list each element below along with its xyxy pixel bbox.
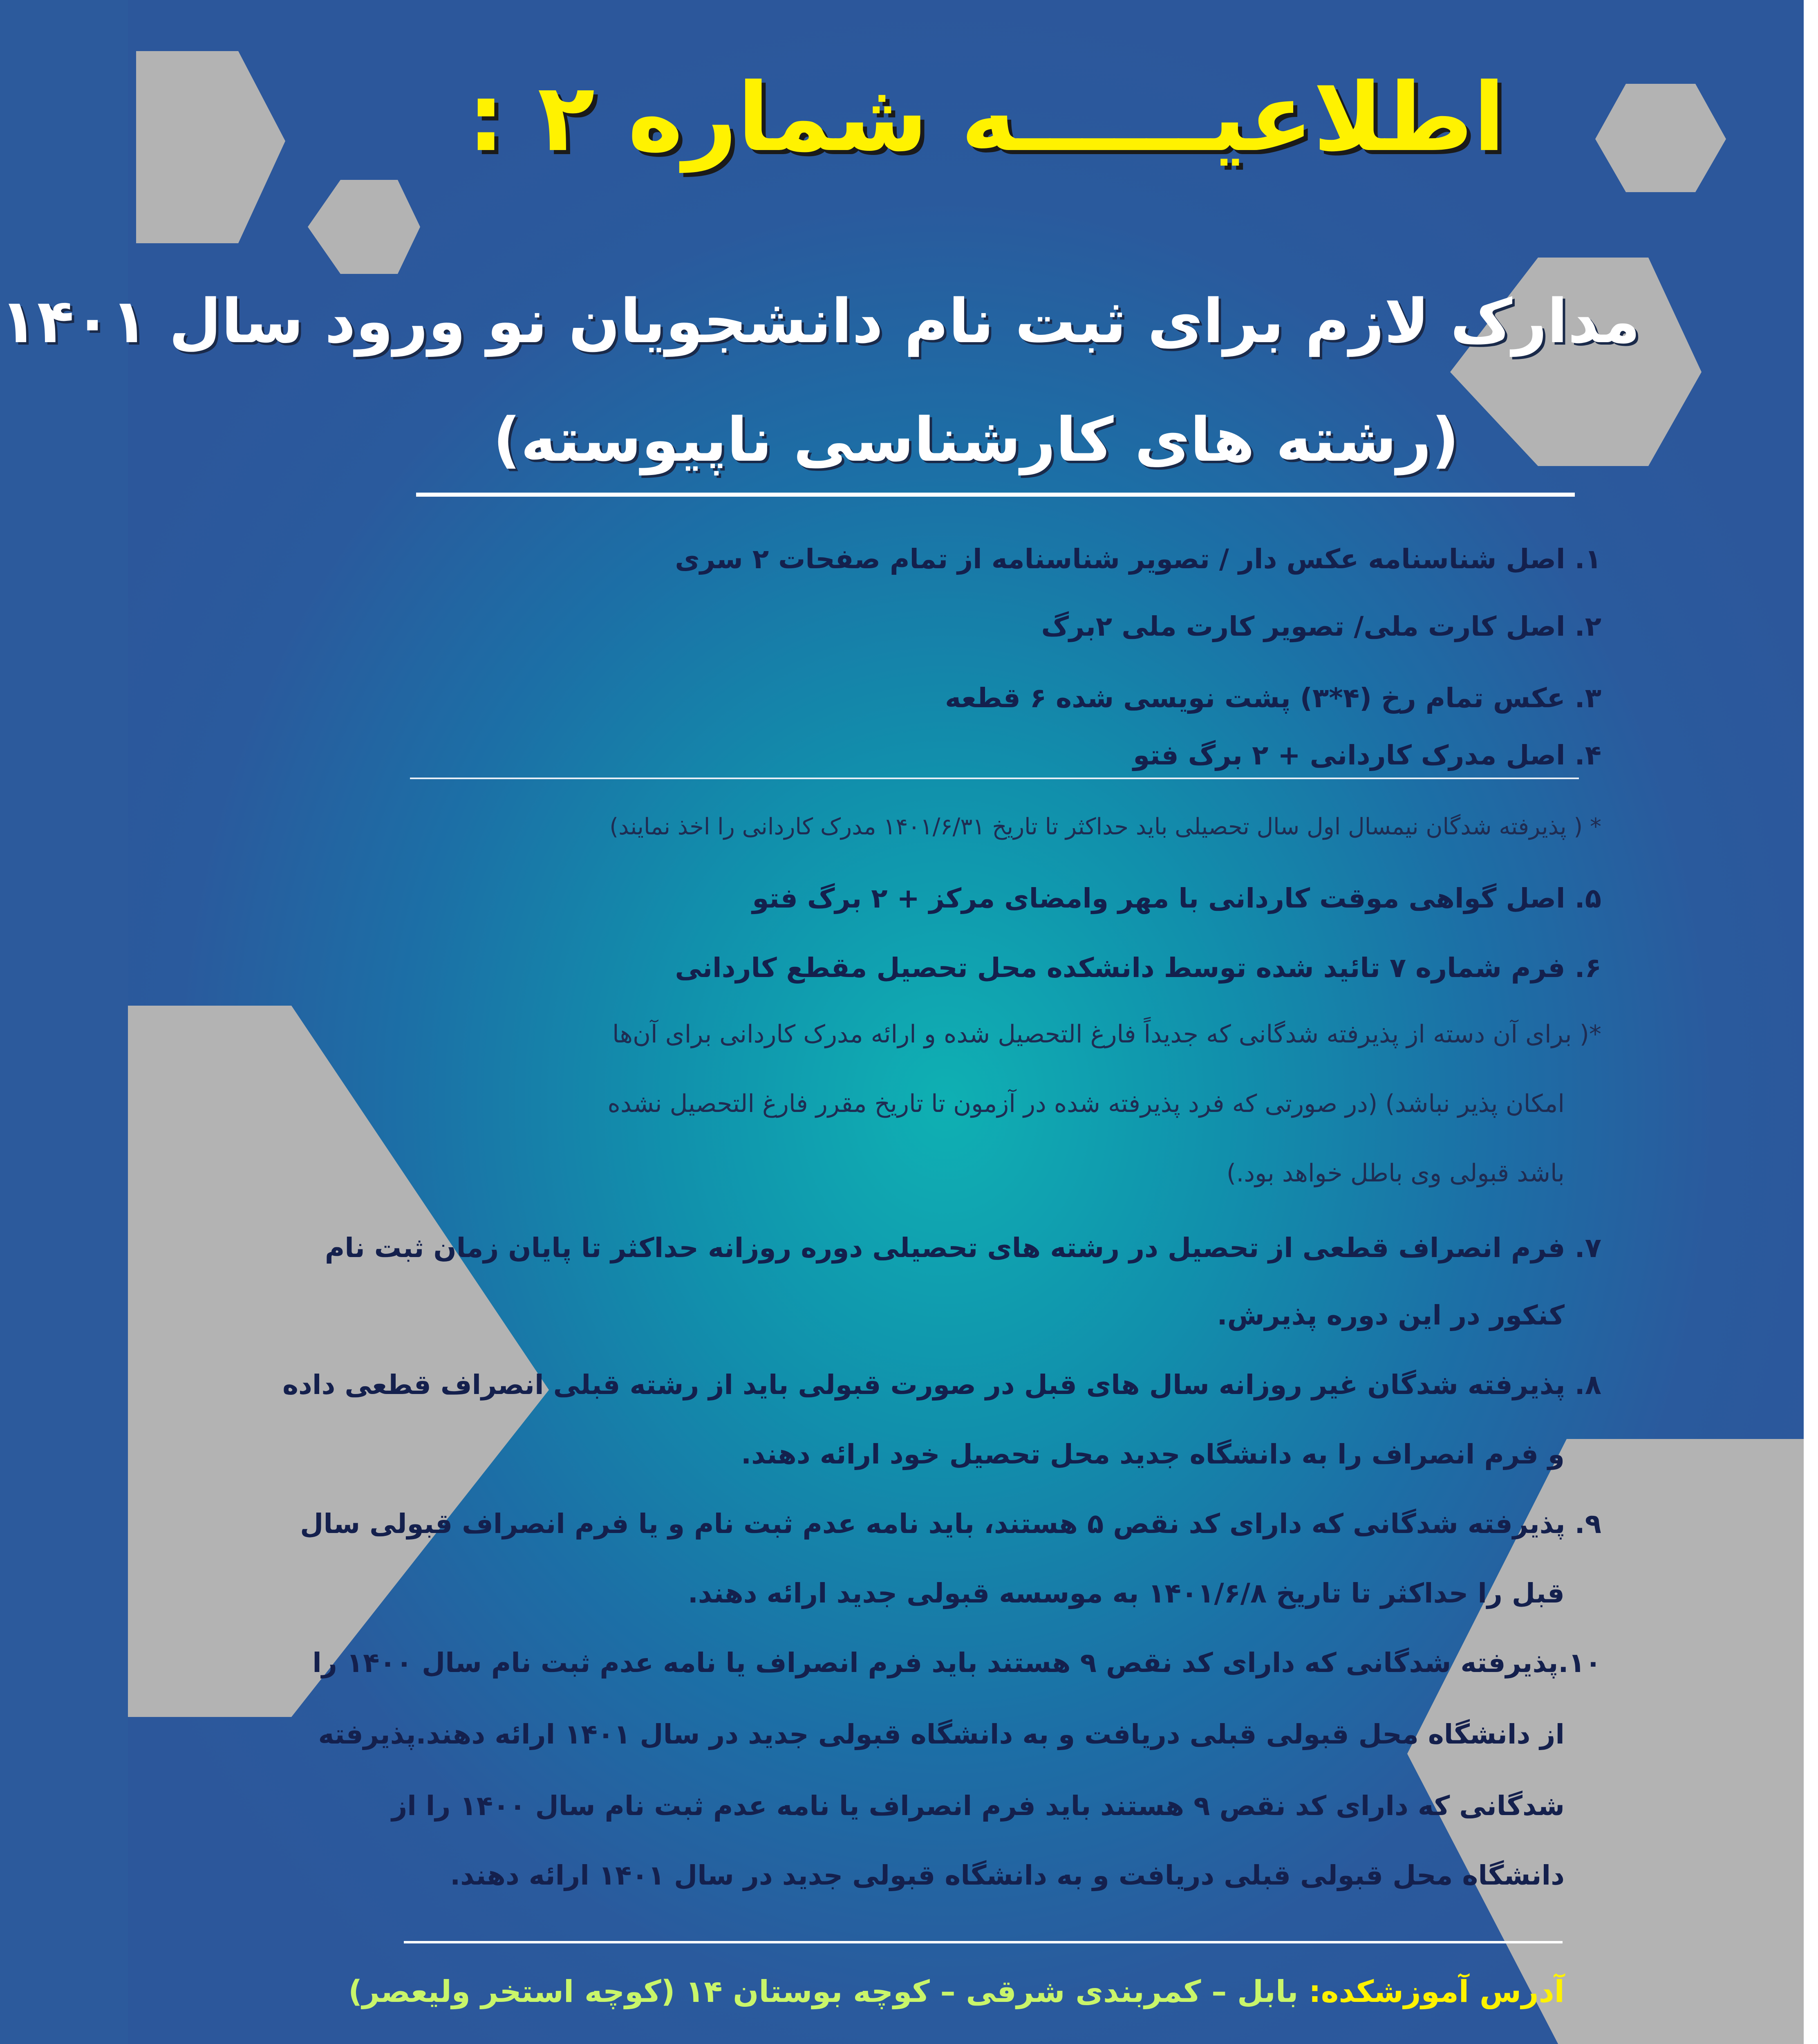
requirement-item-8-line-2: و فرم انصراف را به دانشگاه جدید محل تحصیل خود ارائه دهند. [741, 1439, 1565, 1470]
address-value-1: بابل – کمربندی شرقی – کوچه بوستان ۱۴ (کوچه استخر ولیعصر) [348, 1974, 1309, 2009]
requirement-note-2-line-1: *( برای آن دسته از پذیرفته شدگانی که جدیداً فارغ التحصیل شده و ارائه مدرک کاردانی برای آن‌ها [612, 1020, 1601, 1049]
requirement-item-10-line-1: ۱۰.پذیرفته شدگانی که دارای کد نقص ۹ هستند باید فرم انصراف یا نامه عدم ثبت نام سال ۱۴۰۰ را [312, 1647, 1601, 1679]
requirement-note-2-line-2: امکان پذیر نباشد) (در صورتی که فرد پذیرفته شده در آزمون تا تاریخ مقرر فارغ التحصیل نشده [607, 1089, 1565, 1118]
requirement-item-6: ۶. فرم شماره ۷ تائید شده توسط دانشکده محل تحصیل مقطع کاردانی [675, 952, 1601, 984]
requirement-item-9-line-1: ۹. پذیرفته شدگانی که دارای کد نقص ۵ هستند، باید نامه عدم ثبت نام و یا فرم انصراف قبولی سال [300, 1508, 1601, 1540]
requirement-item-8-line-1: ۸. پذیرفته شدگان غیر روزانه سال های قبل در صورت قبولی باید از رشته قبلی انصراف قطعی داده [282, 1369, 1601, 1401]
requirement-item-2: ۲. اصل کارت ملی/ تصویر کارت ملی ۲برگ [1041, 611, 1601, 642]
requirement-item-9-line-2: قبل را حداکثر تا تاریخ ۱۴۰۱/۶/۸ به موسسه قبولی جدید ارائه دهند. [687, 1578, 1565, 1609]
subtitle-line-2: (رشته های کارشناسی ناپیوسته) [493, 405, 1459, 475]
requirement-item-3: ۳. عکس تمام رخ (۴*۳) پشت نویسی شده ۶ قطعه [945, 682, 1601, 714]
hexagon-left-large [128, 1006, 549, 1717]
right-edge-strip [1804, 0, 1818, 2044]
requirement-item-10-line-3: شدگانی که دارای کد نقص ۹ هستند باید فرم انصراف یا نامه عدم ثبت نام سال ۱۴۰۰ را از [392, 1790, 1565, 1822]
address-line-1 [348, 1974, 1565, 2009]
divider-thin [410, 778, 1579, 779]
divider-top [416, 493, 1575, 497]
divider-address-top [404, 1941, 1563, 1943]
hexagon-top-right [1595, 84, 1726, 192]
requirement-item-10-line-2: از دانشگاه محل قبولی قبلی دریافت و به دانشگاه قبولی جدید در سال ۱۴۰۱ ارائه دهند.پذیرفته [318, 1719, 1565, 1750]
requirement-item-5: ۵. اصل گواهی موقت کاردانی با مهر وامضای مرکز + ۲ برگ فتو [752, 883, 1601, 914]
requirement-item-7-line-1: ۷. فرم انصراف قطعی از تحصیل در رشته های تحصیلی دوره روزانه حداکثر تا پایان زمان ثبت نام [325, 1232, 1601, 1264]
subtitle-line-1: مدارک لازم برای ثبت نام دانشجویان نو ورود سال ۱۴۰۱ [0, 286, 1640, 356]
announcement-title: اطلاعیــــــه شماره ۲ : [467, 63, 1505, 173]
requirement-item-7-line-2: کنکور در این دوره پذیرش. [1217, 1300, 1565, 1331]
requirement-note-1: * ( پذیرفته شدگان نیمسال اول سال تحصیلی باید حداکثر تا تاریخ ۱۴۰۱/۶/۳۱ مدرک کاردانی را اخذ نمایند) [609, 814, 1601, 840]
hexagon-top-left [136, 51, 285, 243]
requirement-item-1: ۱. اصل شناسنامه عکس دار / تصویر شناسنامه از تمام صفحات ۲ سری [675, 543, 1601, 575]
requirement-item-10-line-4: دانشگاه محل قبولی قبلی دریافت و به دانشگاه قبولی جدید در سال ۱۴۰۱ ارائه دهند. [450, 1860, 1565, 1891]
requirement-note-2-line-3: باشد قبولی وی باطل خواهد بود.) [1226, 1159, 1565, 1188]
address-label: آدرس آموزشکده: [1309, 1974, 1565, 2009]
hexagon-small-left [308, 180, 420, 274]
requirement-item-4: ۴. اصل مدرک کاردانی + ۲ برگ فتو [1133, 740, 1601, 771]
